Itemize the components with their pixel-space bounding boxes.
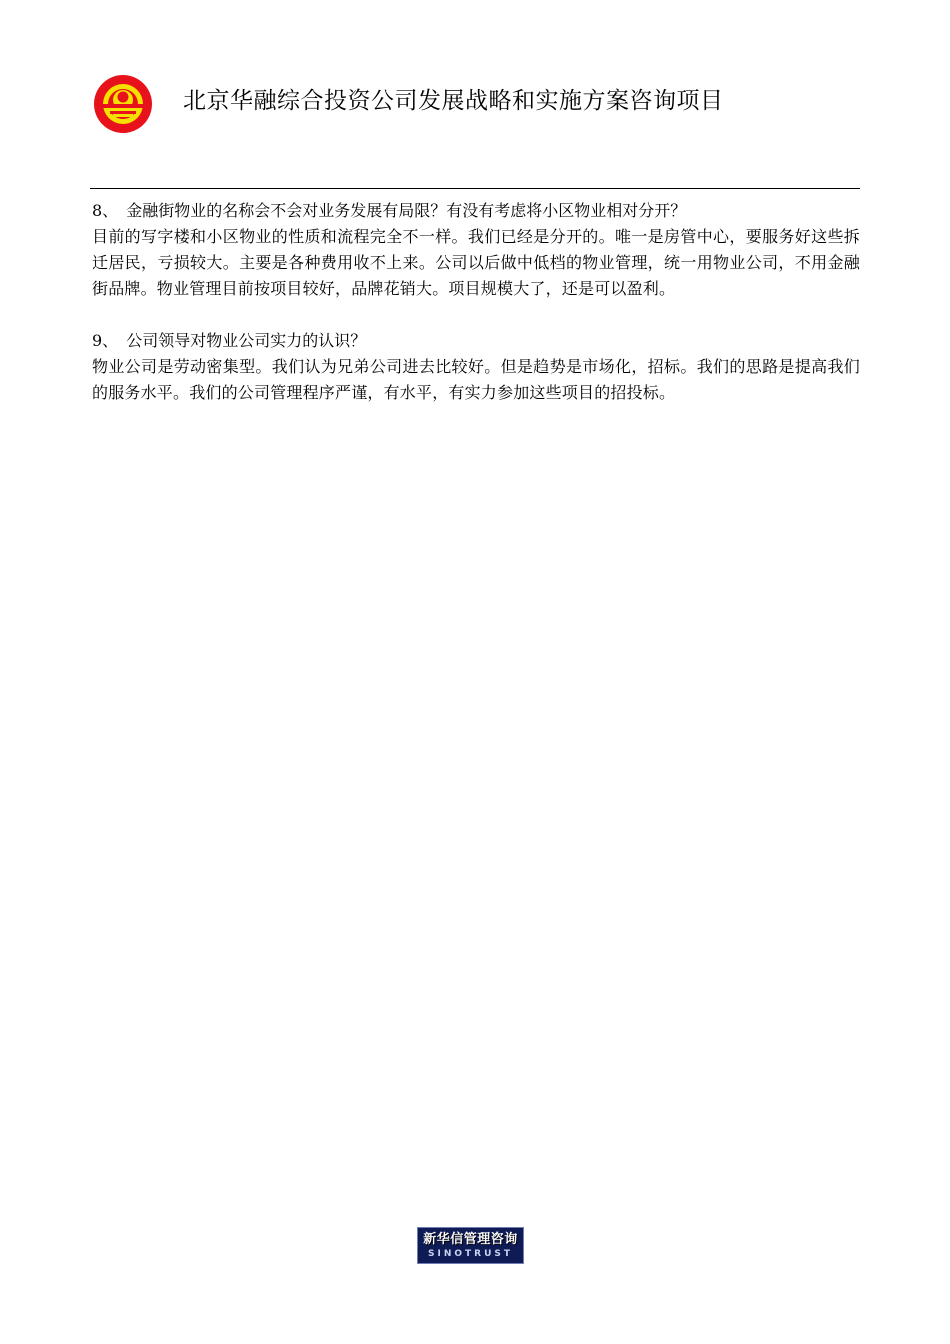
question-line [92, 328, 860, 354]
document-header-title: 北京华融综合投资公司发展战略和实施方案咨询项目 [183, 88, 724, 114]
question-number: 9、 [92, 331, 119, 350]
qa-item [92, 328, 860, 406]
question-line [92, 198, 860, 224]
question-number: 8、 [92, 201, 119, 220]
header-divider [90, 188, 860, 189]
answer-paragraph: 目前的写字楼和小区物业的性质和流程完全不一样。我们已经是分开的。唯一是房管中心，要服务好这些拆迁居民，亏损较大。主要是各种费用收不上来。公司以后做中低档的物业管理，统一用物业公司，不用金融街品牌。物业管理目前按项目较好，品牌花销大。项目规模大了，还是可以盈利。 [92, 227, 860, 298]
company-logo-icon [93, 74, 153, 134]
footer-logo-chinese-text: 新华信管理咨询 [423, 1232, 518, 1247]
question-text: 公司领导对物业公司实力的认识？ [126, 331, 367, 350]
document-body [92, 198, 860, 432]
answer-paragraph: 物业公司是劳动密集型。我们认为兄弟公司进去比较好。但是趋势是市场化，招标。我们的思路是提高我们的服务水平。我们的公司管理程序严谨，有水平，有实力参加这些项目的招投标。 [92, 357, 860, 402]
qa-item [92, 198, 860, 302]
question-text: 金融街物业的名称会不会对业务发展有局限？有没有考虑将小区物业相对分开？ [126, 201, 687, 220]
sinotrust-footer-logo [417, 1227, 524, 1264]
footer-logo-english-text: SINOTRUST [427, 1249, 513, 1259]
